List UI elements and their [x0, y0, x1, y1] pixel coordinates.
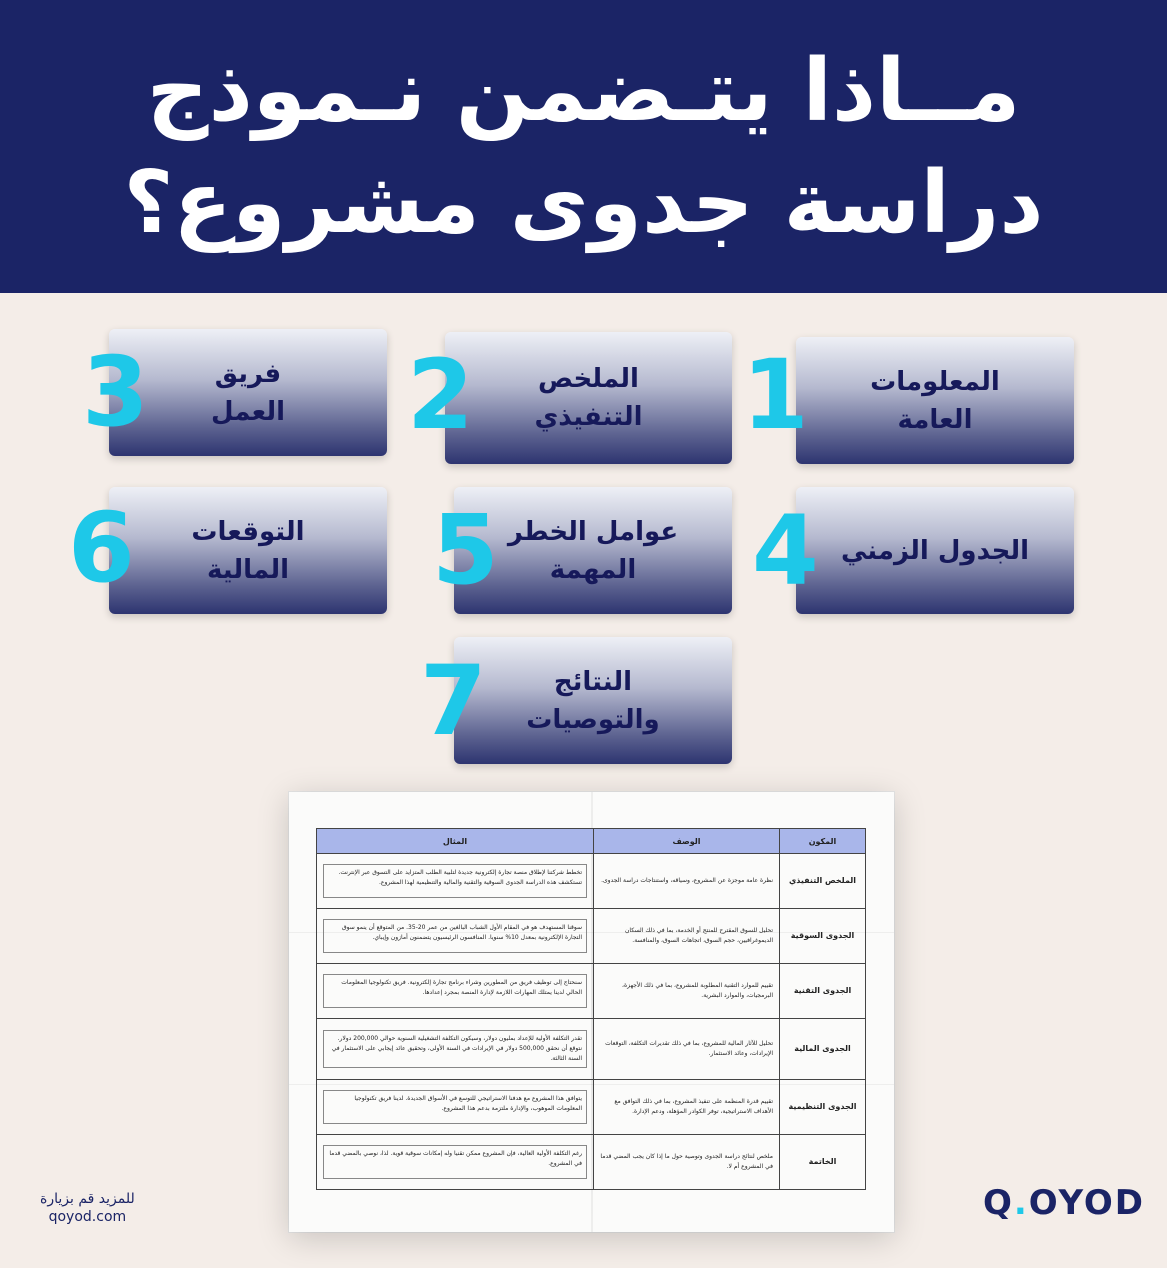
- table-row: [317, 854, 866, 909]
- cell-component: الجدوى المالية: [780, 1019, 866, 1079]
- section-label: الملخص التنفيذي: [534, 364, 643, 432]
- cell-example: [317, 1134, 594, 1189]
- section-label: النتائج والتوصيات: [526, 666, 660, 735]
- section-label: الجدول الزمني: [840, 535, 1030, 566]
- cell-example-text: يتوافق هذا المشروع مع هدفنا الاستراتيجي للتوسع في الأسواق الجديدة. لدينا فريق تكنولوجيا المعلومات الموهوب، والإدارة ملتزمة بدعم هذا المشروع.: [323, 1090, 587, 1124]
- section-label: فريق العمل: [211, 358, 285, 427]
- table-row: [317, 1019, 866, 1079]
- column-header-component: المكون: [780, 829, 866, 854]
- logo-letter: Q: [982, 1183, 1014, 1223]
- section-label: التوقعات المالية: [191, 516, 305, 585]
- section-number: 6: [68, 492, 135, 604]
- cell-example-text: رغم التكلفة الأولية العالية، فإن المشروع ممكن تقنيا وله إمكانات سوقية قوية. لذا، نوصي بالمضي قدما في المشروع.: [323, 1145, 587, 1179]
- feasibility-table: [316, 828, 866, 1190]
- logo-letters: OYOD: [1028, 1183, 1145, 1223]
- section-card-executive-summary: [445, 332, 732, 464]
- section-card-general-info: [796, 337, 1074, 464]
- section-number: 4: [752, 495, 819, 607]
- section-number: 1: [742, 339, 809, 451]
- section-card-timeline: [796, 487, 1074, 614]
- cell-component: الخاتمة: [780, 1134, 866, 1189]
- qoyod-logo: [983, 1183, 1145, 1223]
- title-line-1: مــاذا يتـضمن نـموذج: [146, 40, 1021, 141]
- feasibility-table-document: [289, 792, 894, 1232]
- footer-website-link[interactable]: qoyod.com: [48, 1209, 127, 1225]
- cell-description: تحليل للآثار المالية للمشروع، بما في ذلك تقديرات التكلفة، التوقعات الإيرادات، وعائد الاستثمار.: [594, 1019, 780, 1079]
- table-row: [317, 964, 866, 1019]
- cell-example-text: سنحتاج إلى توظيف فريق من المطورين وشراء برنامج تجارة إلكترونية. فريق تكنولوجيا المعلومات الحالي لدينا يمتلك المهارات اللازمة لإدارة المنصة بمجرد إعدادها.: [323, 974, 587, 1008]
- cell-description: نظرة عامة موجزة عن المشروع، وسياقه، واستنتاجات دراسة الجدوى.: [594, 854, 780, 909]
- cell-description: تقييم قدرة المنظمة على تنفيذ المشروع، بما في ذلك التوافق مع الأهداف الاستراتيجية، توفر الكوادر المؤهلة، ودعم الإدارة.: [594, 1079, 780, 1134]
- cell-example: [317, 909, 594, 964]
- section-number: 7: [420, 645, 487, 757]
- cell-example: [317, 854, 594, 909]
- cell-example: [317, 1079, 594, 1134]
- section-number: 2: [407, 339, 474, 451]
- cell-example: [317, 964, 594, 1019]
- cell-component: الجدوى التنظيمية: [780, 1079, 866, 1134]
- section-card-results-recommendations: [454, 637, 732, 764]
- column-header-description: الوصف: [594, 829, 780, 854]
- cell-component: الملخص التنفيذي: [780, 854, 866, 909]
- table-row: [317, 1134, 866, 1189]
- cell-example-text: تخطط شركتنا لإطلاق منصة تجارة إلكترونية جديدة لتلبية الطلب المتزايد على التسوق عبر الإنترنت. تستكشف هذه الدراسة الجدوى السوقية والتقنية والمالية والتنظيمية لهذا المشروع.: [323, 864, 587, 898]
- cell-component: الجدوى السوقية: [780, 909, 866, 964]
- section-label: المعلومات العامة: [870, 366, 1000, 435]
- cell-description: ملخص لنتائج دراسة الجدوى وتوصية حول ما إذا كان يجب المضي قدما في المشروع أم لا.: [594, 1134, 780, 1189]
- logo-dot: .: [1013, 1183, 1029, 1223]
- section-card-work-team: [109, 329, 387, 456]
- table-row: [317, 909, 866, 964]
- cell-description: تحليل للسوق المقترح للمنتج أو الخدمة، بما في ذلك السكان الديموغرافيين، حجم السوق، اتجاهات السوق، والمنافسة.: [594, 909, 780, 964]
- column-header-example: المثال: [317, 829, 594, 854]
- section-number: 5: [432, 494, 499, 606]
- cell-component: الجدوى التقنية: [780, 964, 866, 1019]
- footer-more-label: للمزيد قم بزيارة: [40, 1191, 135, 1207]
- table-header-row: [317, 829, 866, 854]
- section-card-financial-forecasts: [109, 487, 387, 614]
- cell-example-text: تقدر التكلفة الأولية للإعداد بمليون دولار، وسيكون التكلفة التشغيلية السنوية حوالي 200,000 دولار. نتوقع أن نحقق 500,000 دولار في الإيرادات في السنة الأولى، وتحقيق عائد إيجابي على الاستثمار في السنة الثالثة.: [323, 1030, 587, 1068]
- title-banner: [0, 0, 1167, 293]
- title-line-2: دراسة جدوى مشروع؟: [123, 152, 1044, 253]
- footer-visit-text: [40, 1190, 135, 1226]
- section-number: 3: [82, 336, 149, 448]
- cell-example-text: سوقنا المستهدف هو في المقام الأول الشباب البالغين من عمر 20-35. من المتوقع أن ينمو سوق التجارة الإلكترونية بمعدل 10% سنويا. المنافسون الرئيسيون يتضمنون أمازون وإيباي.: [323, 919, 587, 953]
- table-row: [317, 1079, 866, 1134]
- section-label: عوامل الخطر المهمة: [507, 516, 679, 585]
- cell-description: تقييم للموارد التقنية المطلوبة للمشروع، بما في ذلك الأجهزة، البرمجيات، والموارد البشرية.: [594, 964, 780, 1019]
- cell-example: [317, 1019, 594, 1079]
